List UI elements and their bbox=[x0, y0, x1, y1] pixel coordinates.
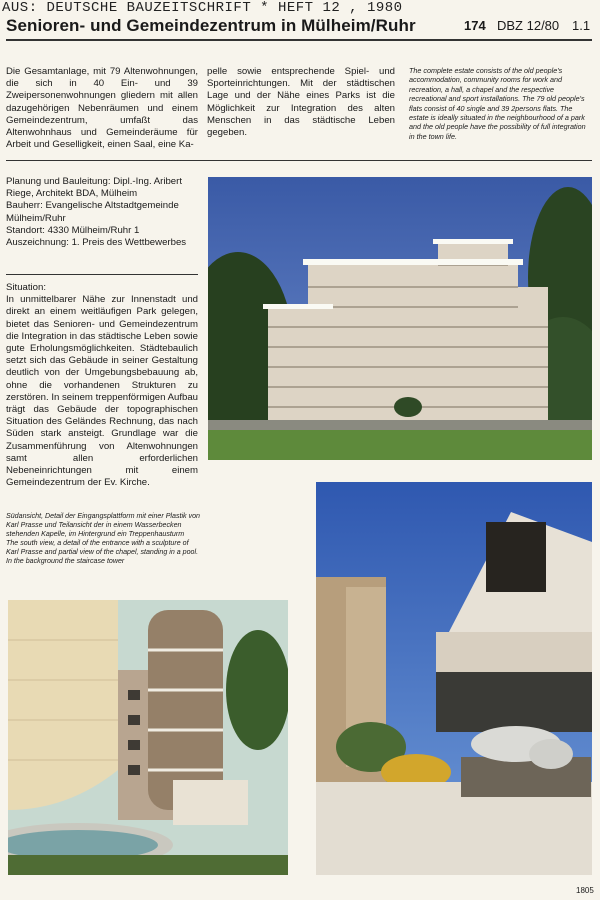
credit-planning: Planung und Bauleitung: Dipl.-Ing. Aribert Riege, Architekt BDA, Mülheim bbox=[6, 176, 182, 200]
source-stamp: AUS: DEUTSCHE BAUZEITSCHRIFT * HEFT 12 , 1980 bbox=[2, 0, 403, 16]
section-rule bbox=[6, 160, 592, 161]
credit-client: Bauherr: Evangelische Altstadtgemeinde Mülheim/Ruhr bbox=[6, 200, 179, 224]
footer-page-number: 1805 bbox=[576, 886, 594, 895]
credit-location: Standort: 4330 Mülheim/Ruhr 1 bbox=[6, 224, 140, 236]
intro-column-2: pelle sowie entsprechende Spiel- und Sporteinrichtungen. Mit der städtischen Lage und der Nähe eines Parks ist die Möglichkeit zur Integration des alten Menschen in das städtische Leben gegeben. bbox=[207, 66, 395, 139]
situation-block bbox=[6, 282, 198, 489]
credit-award: Auszeichnung: 1. Preis des Wettbewerbes bbox=[6, 237, 187, 249]
credits-block bbox=[6, 176, 198, 249]
intro-column-1: Die Gesamtanlage, mit 79 Altenwohnungen, die sich in 40 Ein- und 39 Zweipersonenwohnungen gliedern mit allen dazugehörigen Nebenräumen und einem Gemeindezentrum, umfaßt das Altenwohnhaus und Gemeinderäume für Arbeit und Geselligkeit, einen Saal, eine Ka- bbox=[6, 66, 198, 151]
credits-rule bbox=[6, 274, 198, 275]
page-number: 174 bbox=[464, 18, 486, 33]
photo-staircase-tower bbox=[8, 600, 288, 875]
section-number: 1.1 bbox=[572, 18, 591, 33]
intro-english: The complete estate consists of the old people's accommodation, community rooms for work and recreation, a hall, a chapel and the respective recreational and sport installations. The 79 old people's flats consist of 40 single and 39 2persons flats. The estate is ideally situated in the neighbourhood of a park and the old people have the possibility of full integration in the town life. bbox=[409, 66, 586, 141]
caption-german: Südansicht, Detail der Eingangsplattform mit einer Plastik von Karl Prasse und Teilansicht der in einem Wasserbecken stehenden Kapelle, im Hintergrund ein Treppenhausturm bbox=[6, 512, 200, 539]
situation-heading: Situation: bbox=[6, 282, 47, 293]
photo-chapel-sculpture bbox=[316, 482, 592, 875]
photo-apartment-building bbox=[208, 177, 592, 460]
caption-english: The south view, a detail of the entrance with a sculpture of Karl Prasse and partial view of the chapel, standing in a pool. In the background the staircase tower bbox=[6, 539, 199, 566]
issue-label: DBZ 12/80 bbox=[497, 18, 560, 33]
page-title: Senioren- und Gemeindezentrum in Mülheim/Ruhr bbox=[6, 16, 416, 35]
caption-block bbox=[6, 512, 202, 567]
situation-body: In unmittelbarer Nähe zur Innenstadt und direkt an einem weitläufigen Park gelegen, bietet das Senioren- und Gemeindezentrum die Integration in das städtische Leben sowie gute Erholungsmöglichkeiten. Städtebaulich setzt sich das Gebäude in seiner Gestaltung deutlich von der Umgebungsbebauung ab, ohne die vorhandenen Strukturen zu zerstören. In seinem treppenförmigen Aufbau trägt das Gebäude der topographischen Situation des Geländes Rechnung, das nach Süden stark ansteigt. Grundlage war die Zusammenführung von Altenwohnungen samt allen erforderlichen Nebeneinrichtungen mit einem Gemeindezentrum der Ev. Kirche. bbox=[6, 294, 198, 489]
header-rule bbox=[6, 39, 592, 41]
